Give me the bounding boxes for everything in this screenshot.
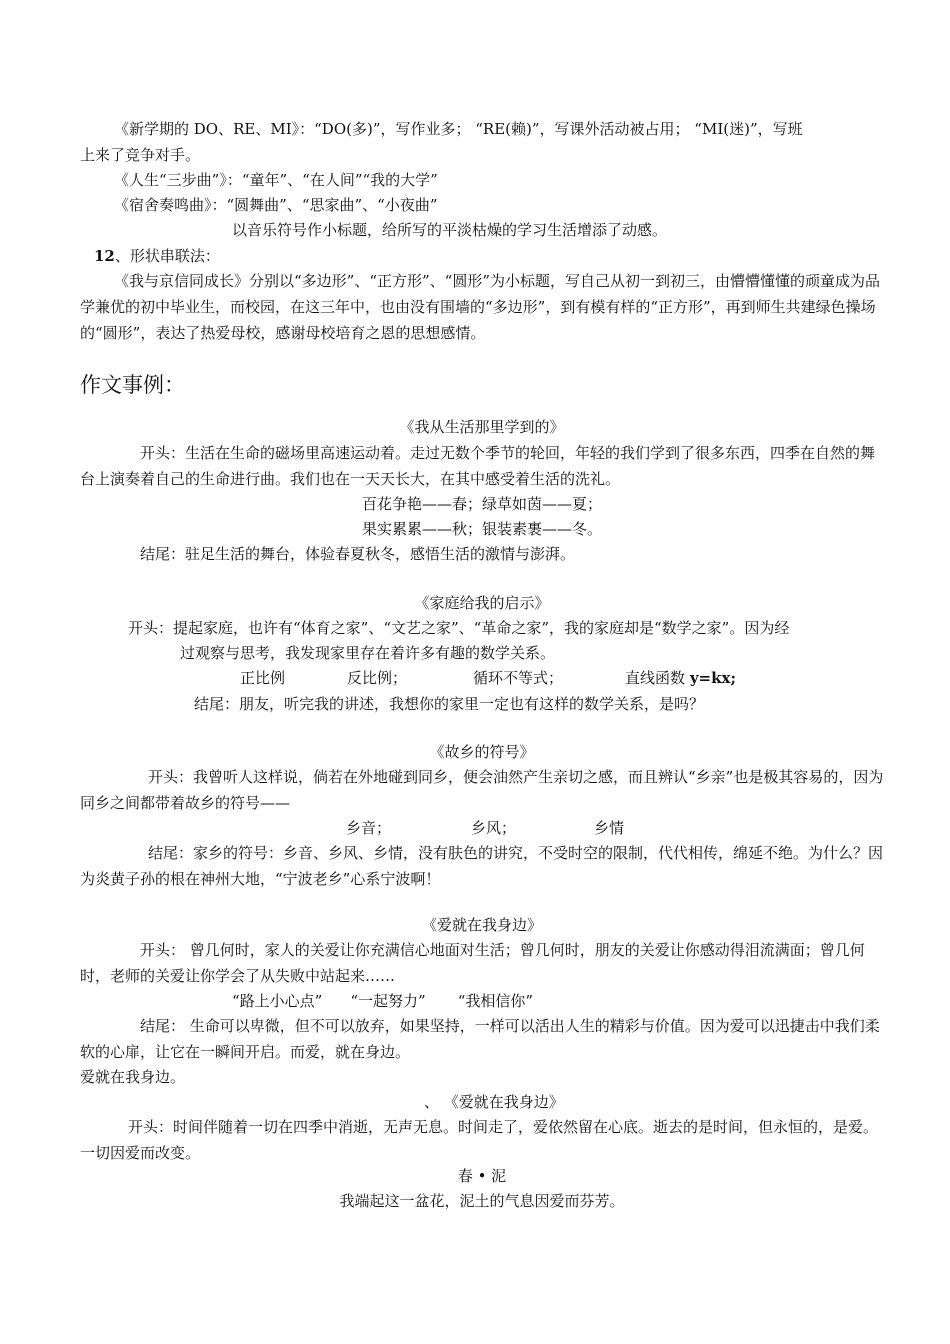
example-1-subtitle-2: 果实累累——秋；银装素裹——冬。 [361,520,602,538]
example-4-subtitle-2: “一起努力” [350,992,426,1010]
example-2-subtitle-4: 直线函数 [625,669,690,687]
example-4-ending: 结尾： 生命可以卑微，但不可以放弃，如果坚持，一样可以活出人生的精彩与价值。因为爱可以迅捷击中我们柔软的心扉，让它在一瞬间开启。而爱，就在身边。 [80,1017,880,1061]
example-1-subtitle-1: 百花争艳——春；绿草如茵——夏； [361,495,602,513]
example-3-title: 《故乡的符号》 [429,743,535,761]
example-5-line: 我端起这一盆花，泥土的气息因爱而芬芳。 [339,1192,625,1210]
example-4-subtitle-3: “我相信你” [457,992,534,1010]
example-4-after: 爱就在我身边。 [80,1068,186,1086]
item-12-number: 12 [94,247,115,265]
technique-dorm-line: 《宿舍奏鸣曲》：“圆舞曲”、“思家曲”、“小夜曲” [114,196,438,214]
example-2-opening-a: 开头：提起家庭，也许有“体育之家”、“文艺之家”、“革命之家”，我的家庭却是“数学之家”。因为经 [128,619,790,637]
example-5-opening: 开头：时间伴随着一切在四季中消逝，无声无息。时间走了，爱依然留在心底。逝去的是时间，但永恒的，是爱。一切因爱而改变。 [80,1118,879,1162]
example-3-opening: 开头：我曾听人这样说，倘若在外地碰到同乡，便会油然产生亲切之感，而且辨认“乡亲”也是极其容易的，因为同乡之间都带着故乡的符号—— [80,768,884,812]
item-12-title: 、形状串联法： [114,247,220,265]
example-3-subtitle-2: 乡风； [471,819,517,837]
example-4-subtitles [232,988,533,1014]
item-12-heading [94,243,898,269]
example-4-title: 《爱就在我身边》 [421,916,542,934]
example-1-ending: 结尾：驻足生活的舞台，体验春夏秋冬，感悟生活的激情与澎湃。 [140,545,576,563]
example-1-title: 《我从生活那里学到的》 [399,418,565,436]
example-2-subtitles [240,665,736,691]
example-4-opening: 开头： 曾几何时，家人的关爱让你充满信心地面对生活；曾几何时，朋友的关爱让你感动得泪流满面；曾几何时，老师的关爱让你学会了从失败中站起来…… [80,941,865,985]
example-3-ending: 结尾：家乡的符号：乡音、乡风、乡情，没有肤色的讲究，不受时空的限制，代代相传，绵延不绝。为什么？因为炎黄子孙的根在神州大地，“宁波老乡”心系宁波啊！ [80,844,884,888]
item-12-body: 《我与京信同成长》分别以“多边形”、“正方形”、“圆形”为小标题，写自己从初一到初三，由懵懵懂懂的顽童成为品学兼优的初中毕业生，而校园，在这三年中，也由没有围墙的“多边形”，到有模有样的“正方形”，再到师生共建绿色操场的“圆形”，表达了热爱母校，感谢母校培育之恩的思想感情。 [80,272,881,342]
example-3-subtitle-3: 乡情 [594,819,625,837]
example-2-ending: 结尾：朋友，听完我的讲述，我想你的家里一定也有这样的数学关系，是吗？ [194,695,705,713]
technique-music-line1: 《新学期的 DO、RE、MI》：“DO(多)”，写作业多； “RE(赖)”，写课外活动被占用； “MI(迷)”，写班 [114,120,803,138]
technique-music-line1-cont: 上来了竞争对手。 [80,146,201,164]
technique-life-line: 《人生“三步曲”》：“童年”、“在人间”“我的大学” [114,171,438,189]
section-title: 作文事例： [80,373,185,397]
example-1-opening: 开头：生活在生命的磁场里高速运动着。走过无数个季节的轮回，年轻的我们学到了很多东西，四季在自然的舞台上演奏着自己的生命进行曲。我们也在一天天长大，在其中感受着生活的洗礼。 [80,444,876,488]
example-5-title: 、 《爱就在我身边》 [424,1093,564,1111]
example-3-subtitle-1: 乡音； [346,819,392,837]
example-3-subtitles [346,815,624,841]
example-2-title: 《家庭给我的启示》 [414,594,550,612]
example-4-subtitle-1: “路上小心点” [232,992,323,1010]
example-5-subheading: 春 • 泥 [457,1167,507,1185]
example-2-subtitle-3: 循环不等式； [473,669,564,687]
technique-music-paragraph [80,116,884,142]
example-2-subtitle-1: 正比例 [240,669,286,687]
example-2-opening-b: 过观察与思考，我发现家里存在着许多有趣的数学关系。 [180,644,556,662]
example-2-subtitle-2: 反比例； [347,669,408,687]
technique-summary-line: 以音乐符号作小标题，给所写的平淡枯燥的学习生活增添了动感。 [232,221,668,239]
example-2-formula: y=kx; [689,669,736,687]
